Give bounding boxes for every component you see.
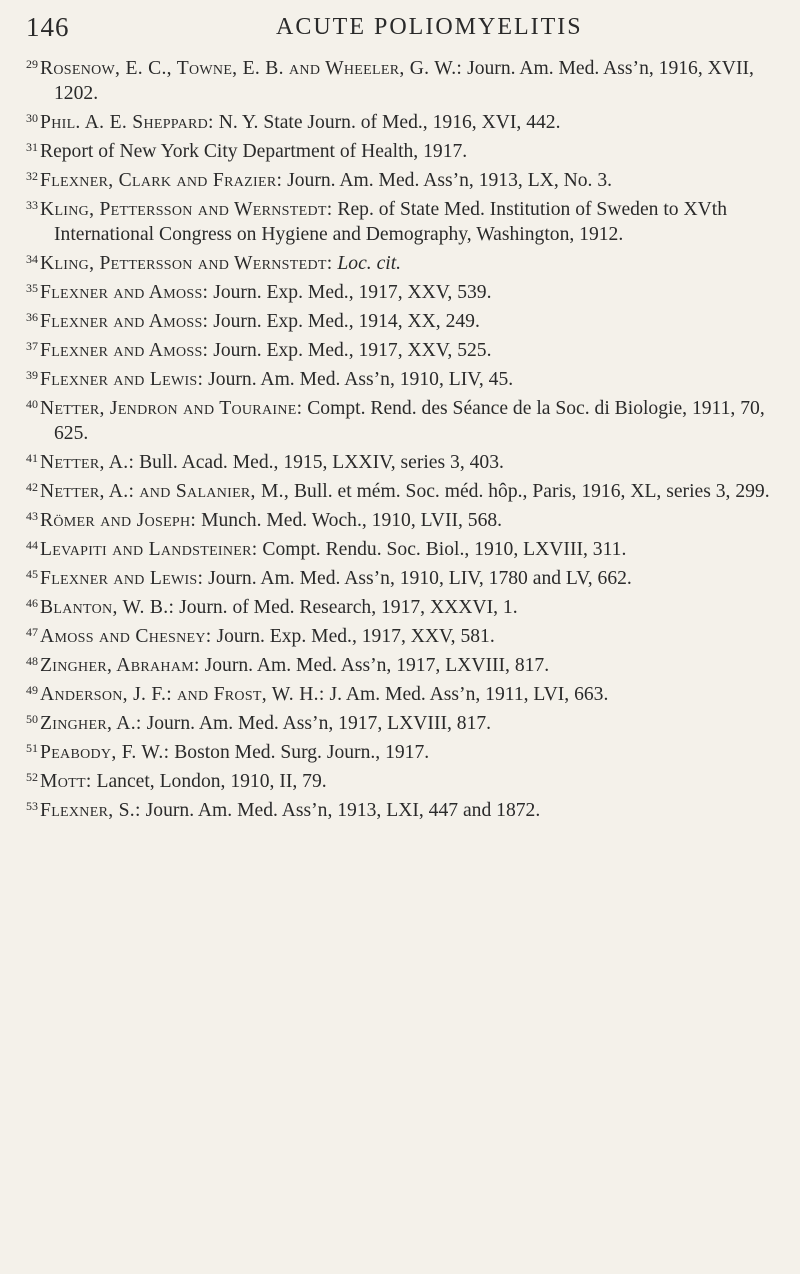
- reference-authors: Flexner and Lewis:: [40, 568, 204, 589]
- reference-item: [26, 193, 786, 247]
- reference-number: 51: [26, 741, 38, 755]
- reference-authors: Flexner and Amoss:: [40, 340, 209, 361]
- reference-item: [26, 736, 786, 765]
- reference-citation: Bull. Acad. Med., 1915, LXXIV, series 3, 403.: [134, 452, 504, 473]
- reference-item: [26, 562, 786, 591]
- reference-authors: Rosenow, E. C., Towne, E. B. and Wheeler, G. W.:: [40, 58, 463, 79]
- reference-authors: Netter, Jendron and Touraine:: [40, 398, 303, 419]
- page-number: 146: [26, 12, 70, 42]
- reference-citation: Journ. Am. Med. Ass’n, 1910, LIV, 1780 and LV, 662.: [203, 568, 632, 589]
- reference-item: [26, 446, 786, 475]
- reference-item: [26, 794, 786, 823]
- reference-authors: Zingher, Abraham:: [40, 655, 200, 676]
- running-title: ACUTE POLIOMYELITIS: [276, 14, 583, 40]
- reference-authors: Netter, A.:: [40, 452, 135, 473]
- reference-citation: Journ. of Med. Research, 1917, XXXVI, 1.: [174, 597, 518, 618]
- reference-number: 50: [26, 712, 38, 726]
- reference-item: [26, 765, 786, 794]
- reference-citation: Journ. Am. Med. Ass’n, 1916, XVII, 1202.: [54, 58, 754, 104]
- page-header: [26, 8, 760, 48]
- reference-authors: Zingher, A.:: [40, 713, 142, 734]
- reference-number: 32: [26, 169, 38, 183]
- reference-citation: N. Y. State Journ. of Med., 1916, XVI, 442.: [213, 112, 561, 133]
- reference-item: [26, 533, 786, 562]
- reference-text: Report of New York City Department of Health, 1917.: [40, 141, 468, 162]
- reference-citation: Journ. Exp. Med., 1917, XXV, 581.: [211, 626, 495, 647]
- reference-item: [26, 392, 786, 446]
- reference-citation: Rep. of State Med. Institution of Sweden to XVth International Congress on Hygiene and Demography, Washington, 1912.: [54, 199, 728, 245]
- reference-authors: Netter, A.: and Salanier, M.,: [40, 481, 290, 502]
- reference-item: [26, 305, 786, 334]
- reference-number: 48: [26, 654, 38, 668]
- reference-authors: Peabody, F. W.:: [40, 742, 170, 763]
- reference-authors: Anderson, J. F.: and Frost, W. H.:: [40, 684, 325, 705]
- reference-citation: Journ. Am. Med. Ass’n, 1910, LIV, 45.: [203, 369, 514, 390]
- reference-authors: Flexner, Clark and Frazier:: [40, 170, 283, 191]
- reference-citation: Journ. Exp. Med., 1917, XXV, 539.: [208, 282, 492, 303]
- reference-number: 43: [26, 509, 38, 523]
- reference-citation: Boston Med. Surg. Journ., 1917.: [169, 742, 430, 763]
- reference-number: 45: [26, 567, 38, 581]
- reference-authors: Flexner and Amoss:: [40, 282, 209, 303]
- reference-citation: Journ. Exp. Med., 1917, XXV, 525.: [208, 340, 492, 361]
- reference-authors: Römer and Joseph:: [40, 510, 197, 531]
- reference-item: [26, 620, 786, 649]
- reference-number: 47: [26, 625, 38, 639]
- reference-number: 44: [26, 538, 38, 552]
- reference-number: 37: [26, 339, 38, 353]
- reference-number: 49: [26, 683, 38, 697]
- reference-authors: Levapiti and Landsteiner:: [40, 539, 258, 560]
- reference-authors: Flexner, S.:: [40, 800, 141, 821]
- reference-item: [26, 678, 786, 707]
- reference-item: [26, 334, 786, 363]
- reference-list: [26, 52, 786, 823]
- reference-item: [26, 707, 786, 736]
- reference-number: 31: [26, 140, 38, 154]
- reference-item: [26, 135, 786, 164]
- reference-number: 42: [26, 480, 38, 494]
- reference-citation: Journ. Am. Med. Ass’n, 1917, LXVIII, 817.: [199, 655, 550, 676]
- reference-citation: Compt. Rend. des Séance de la Soc. di Biologie, 1911, 70, 625.: [54, 398, 765, 444]
- reference-citation: Munch. Med. Woch., 1910, LVII, 568.: [196, 510, 503, 531]
- reference-citation: Journ. Am. Med. Ass’n, 1913, LXI, 447 and 1872.: [140, 800, 541, 821]
- reference-authors: Flexner and Lewis:: [40, 369, 204, 390]
- reference-item: [26, 475, 786, 504]
- reference-authors: Mott:: [40, 771, 92, 792]
- reference-citation: Bull. et mém. Soc. méd. hôp., Paris, 1916, XL, series 3, 299.: [289, 481, 770, 502]
- reference-authors: Phil. A. E. Sheppard:: [40, 112, 214, 133]
- reference-authors: Amoss and Chesney:: [40, 626, 212, 647]
- reference-number: 39: [26, 368, 38, 382]
- reference-number: 34: [26, 252, 38, 266]
- reference-number: 36: [26, 310, 38, 324]
- reference-item: [26, 247, 786, 276]
- reference-item: [26, 276, 786, 305]
- reference-number: 35: [26, 281, 38, 295]
- reference-item: [26, 106, 786, 135]
- reference-item: [26, 649, 786, 678]
- reference-citation: Journ. Am. Med. Ass’n, 1917, LXVIII, 817.: [141, 713, 492, 734]
- reference-citation: Compt. Rendu. Soc. Biol., 1910, LXVIII, 311.: [257, 539, 627, 560]
- reference-authors: Blanton, W. B.:: [40, 597, 175, 618]
- reference-number: 52: [26, 770, 38, 784]
- reference-citation: J. Am. Med. Ass’n, 1911, LVI, 663.: [324, 684, 609, 705]
- reference-item: [26, 504, 786, 533]
- reference-citation: Lancet, London, 1910, II, 79.: [91, 771, 327, 792]
- reference-item: [26, 591, 786, 620]
- reference-number: 33: [26, 198, 38, 212]
- reference-italic: Loc. cit.: [332, 253, 402, 274]
- reference-item: [26, 52, 786, 106]
- reference-item: [26, 363, 786, 392]
- reference-number: 40: [26, 397, 38, 411]
- reference-authors: Kling, Pettersson and Wernstedt:: [40, 199, 333, 220]
- reference-authors: Flexner and Amoss:: [40, 311, 209, 332]
- reference-number: 41: [26, 451, 38, 465]
- reference-authors: Kling, Pettersson and Wernstedt:: [40, 253, 333, 274]
- reference-number: 29: [26, 57, 38, 71]
- reference-citation: Journ. Exp. Med., 1914, XX, 249.: [208, 311, 480, 332]
- reference-number: 53: [26, 799, 38, 813]
- reference-number: 30: [26, 111, 38, 125]
- reference-citation: Journ. Am. Med. Ass’n, 1913, LX, No. 3.: [282, 170, 613, 191]
- reference-number: 46: [26, 596, 38, 610]
- reference-item: [26, 164, 786, 193]
